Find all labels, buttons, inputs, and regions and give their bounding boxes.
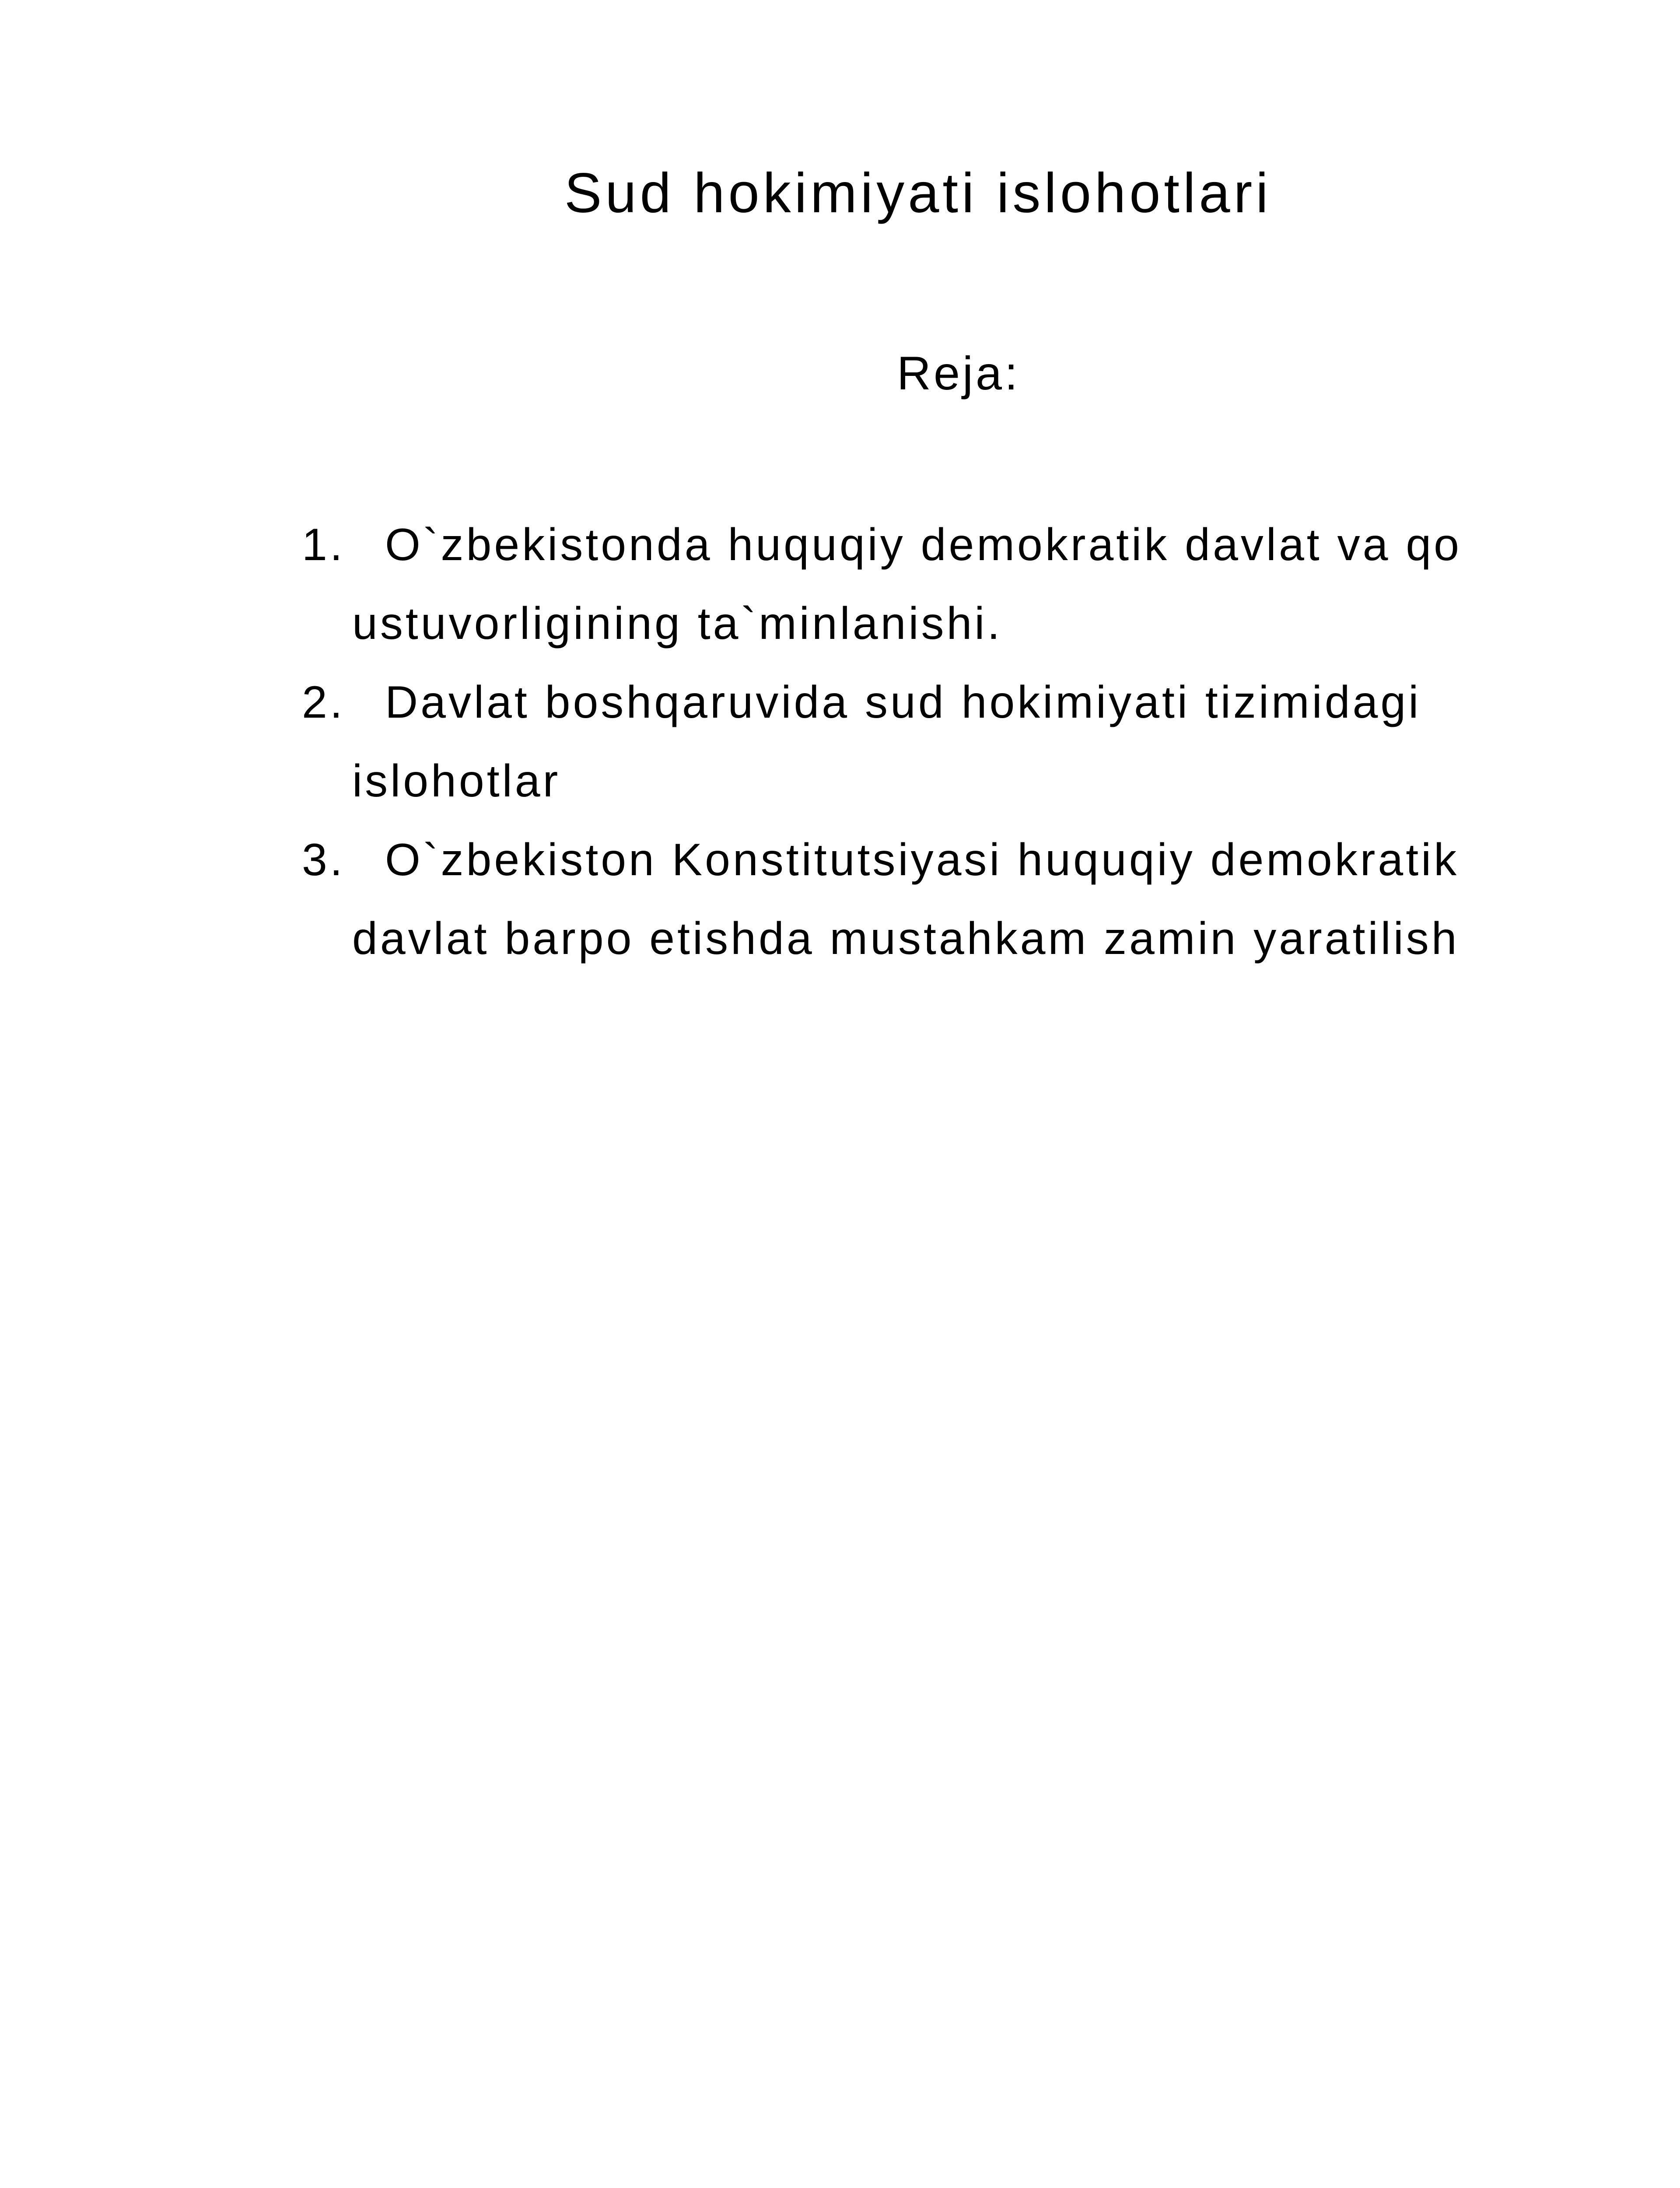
plan-item-text-line1: Davlat boshqaruvida sud hokimiyati tizimidagi (385, 677, 1421, 728)
plan-item-number: 3. (302, 835, 345, 885)
plan-item-text-line1: O`zbekistonda huquqiy demokratik davlat va qo (385, 519, 1462, 570)
plan-item-text-line2: davlat barpo etishda mustahkam zamin yaratilish (352, 913, 1460, 964)
plan-item-text-line2: ustuvorligining ta`minlanishi. (352, 598, 1003, 649)
plan-item-text-line2: islohotlar (352, 756, 561, 806)
plan-item-3 (302, 820, 1680, 978)
plan-list (302, 505, 1680, 978)
plan-item-text-line1: O`zbekiston Konstitutsiyasi huquqiy demokratik (385, 835, 1460, 885)
plan-item-number: 1. (302, 519, 345, 570)
plan-item-2 (302, 663, 1680, 820)
plan-item-number: 2. (302, 677, 345, 728)
document-title: Sud hokimiyati islohotlari (564, 162, 1272, 224)
plan-item-1 (302, 505, 1680, 663)
plan-heading: Reja: (897, 347, 1021, 400)
